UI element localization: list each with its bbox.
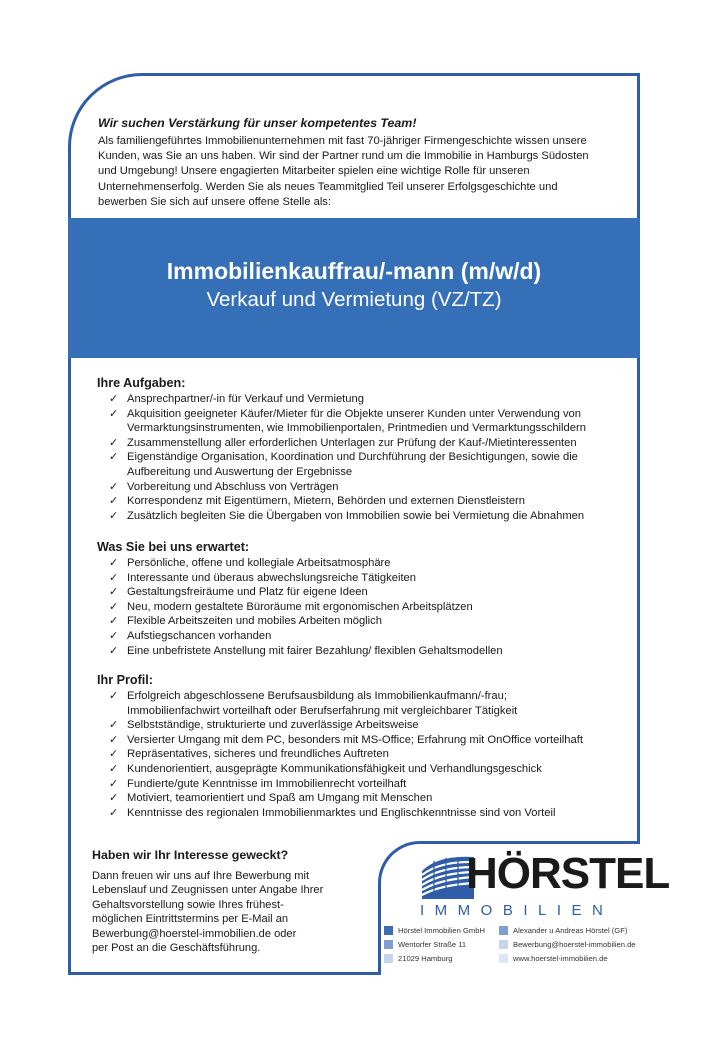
checkmark-icon: ✓ [109, 644, 119, 657]
checkmark-icon: ✓ [109, 600, 119, 613]
list-item [97, 392, 637, 407]
intro-block [98, 116, 638, 210]
checkmark-icon: ✓ [109, 407, 119, 420]
list-item-text: Selbstständige, strukturierte und zuverlässige Arbeitsweise [127, 719, 419, 732]
section-heading: Ihre Aufgaben: [97, 376, 186, 390]
checkmark-icon: ✓ [109, 480, 119, 493]
list-item-text: Versierter Umgang mit dem PC, besonders mit MS-Office; Erfahrung mit OnOffice vorteilhaft [127, 733, 583, 746]
list-item-text: Repräsentatives, sicheres und freundliches Auftreten [127, 748, 389, 761]
intro-line: und Umgebung! Unsere engagierten Mitarbeiter spielen eine wichtige Rolle für unseren [98, 165, 530, 178]
list-item-text: Aufbereitung und Auswertung der Ergebnisse [127, 465, 353, 478]
checkmark-icon: ✓ [109, 733, 119, 746]
city-address: 21029 Hamburg [398, 954, 453, 963]
checkmark-icon: ✓ [109, 615, 119, 628]
contact-line: Gehaltsvorstellung sowie Ihres frühest- [92, 898, 284, 911]
checkmark-icon: ✓ [109, 451, 119, 464]
list-item-text: Immobilienfachwirt vorteilhaft oder Berufserfahrung mit vergleichbarer Tätigkeit [127, 704, 518, 717]
checkmark-icon: ✓ [109, 495, 119, 508]
list-item [97, 644, 637, 659]
list-item-text: Motiviert, teamorientiert und Spaß am Umgang mit Menschen [127, 792, 433, 805]
section-aufgaben [97, 376, 637, 523]
list-item [97, 718, 637, 733]
list-item [97, 407, 637, 436]
list-item-text: Zusammenstellung aller erforderlichen Unterlagen zur Prüfung der Kauf-/Mietinteressenten [127, 436, 577, 449]
intro-line: bewerben Sie sich auf unsere offene Stelle als: [98, 195, 332, 208]
job-title-banner [68, 218, 640, 358]
square-icon [384, 940, 393, 949]
benefit-list [97, 556, 637, 658]
list-item [97, 791, 637, 806]
square-icon [384, 926, 393, 935]
list-item-text: Eigenständige Organisation, Koordination und Durchführung der Besichtigungen, sowie die [127, 451, 578, 464]
list-item [97, 614, 637, 629]
checkmark-icon: ✓ [109, 586, 119, 599]
intro-line: Als familiengeführtes Immobilienunternehmen mit fast 70-jähriger Firmengeschichte wissen unsere [98, 135, 587, 147]
job-title: Immobilienkauffrau/-mann (m/w/d) [166, 258, 542, 284]
profile-list [97, 689, 637, 820]
contact-text [92, 869, 377, 955]
list-item-text: Gestaltungsfreiräume und Platz für eigene Ideen [127, 586, 368, 599]
checkmark-icon: ✓ [109, 748, 119, 761]
list-item [97, 571, 637, 586]
list-item [97, 450, 637, 479]
list-item [97, 436, 637, 451]
section-profil [97, 673, 637, 820]
list-item-text: Vermarktungsinstrumenten, wie Immobilienportalen, Printmedien und Vermarktungsschildern [127, 422, 586, 435]
checkmark-icon: ✓ [109, 436, 119, 449]
list-item-text: Kenntnisse des regionalen Immobilienmarktes und Englischkenntnisse sind von Vorteil [127, 806, 556, 819]
list-item-text: Ansprechpartner/-in für Verkauf und Vermietung [127, 393, 364, 405]
checkmark-icon: ✓ [109, 557, 119, 569]
list-item-text: Eine unbefristete Anstellung mit fairer Bezahlung/ flexiblen Gehaltsmodellen [127, 644, 503, 657]
intro-text [98, 134, 638, 210]
section-erwartet [97, 540, 637, 658]
list-item-text: Vorbereitung und Abschluss von Verträgen [127, 480, 339, 493]
checkmark-icon: ✓ [109, 629, 119, 642]
list-item-text: Aufstiegschancen vorhanden [127, 629, 272, 642]
list-item-text: Fundierte/gute Kenntnisse im Immobilienrecht vorteilhaft [127, 777, 407, 790]
checkmark-icon: ✓ [109, 690, 119, 702]
list-item-text: Interessante und überaus abwechslungsreiche Tätigkeiten [127, 571, 416, 584]
intro-heading: Wir suchen Verstärkung für unser kompetentes Team! [98, 116, 417, 130]
contact-block [92, 848, 377, 955]
checkmark-icon: ✓ [109, 571, 119, 584]
brand-subtitle: IMMOBILIEN [420, 902, 614, 919]
list-item-text: Erfolgreich abgeschlossene Berufsausbildung als Immobilienkaufmann/-frau; [127, 690, 507, 702]
intro-line: Unternehmenserfolg. Werden Sie als neues Teammitglied Teil unserer Erfolgsgeschichte und [98, 180, 558, 193]
managers: Alexander u Andreas Hörstel (GF) [513, 926, 628, 935]
checkmark-icon: ✓ [109, 792, 119, 805]
checkmark-icon: ✓ [109, 719, 119, 732]
checkmark-icon: ✓ [109, 393, 119, 405]
contact-line: möglichen Eintrittstermins per E-Mail an [92, 913, 289, 926]
list-item-text: Persönliche, offene und kollegiale Arbeitsatmosphäre [127, 557, 391, 569]
square-icon [384, 954, 393, 963]
list-item [97, 689, 637, 718]
list-item [97, 600, 637, 615]
list-item [97, 733, 637, 748]
list-item [97, 747, 637, 762]
list-item [97, 777, 637, 792]
task-list [97, 392, 637, 523]
checkmark-icon: ✓ [109, 509, 119, 522]
brand-name: HÖRSTEL [466, 849, 670, 898]
square-icon [499, 926, 508, 935]
intro-line: Kunden, was Sie an uns haben. Wir sind der Partner rund um die Immobilie in Hamburgs Südosten [98, 150, 589, 163]
list-item [97, 762, 637, 777]
contact-line: Dann freuen wir uns auf Ihre Bewerbung mit [92, 870, 310, 882]
list-item-text: Kundenorientiert, ausgeprägte Kommunikationsfähigkeit und Verhandlungsgeschick [127, 762, 542, 775]
list-item [97, 629, 637, 644]
list-item [97, 494, 637, 509]
website[interactable]: www.hoerstel-immobilien.de [513, 954, 608, 963]
list-item-text: Zusätzlich begleiten Sie die Übergaben von Immobilien sowie bei Vermietung die Abnahmen [127, 509, 585, 522]
list-item [97, 585, 637, 600]
section-heading: Was Sie bei uns erwartet: [97, 540, 250, 554]
checkmark-icon: ✓ [109, 806, 119, 819]
list-item-text: Neu, modern gestaltete Büroräume mit ergonomischen Arbeitsplätzen [127, 600, 473, 613]
section-heading: Ihr Profil: [97, 673, 153, 687]
email-address[interactable]: Bewerbung@hoerstel-immobilien.de [513, 940, 636, 949]
list-item [97, 556, 637, 571]
contact-line: Lebenslauf und Zeugnissen unter Angabe Ihrer [92, 884, 324, 897]
checkmark-icon: ✓ [109, 762, 119, 775]
list-item [97, 806, 637, 821]
contact-line: per Post an die Geschäftsführung. [92, 942, 261, 955]
square-icon [499, 940, 508, 949]
list-item [97, 509, 637, 524]
square-icon [499, 954, 508, 963]
checkmark-icon: ✓ [109, 777, 119, 790]
company-name: Hörstel Immobilien GmbH [398, 926, 485, 935]
list-item-text: Flexible Arbeitszeiten und mobiles Arbeiten möglich [127, 615, 382, 628]
list-item-text: Akquisition geeigneter Käufer/Mieter für die Objekte unserer Kunden unter Verwendung von [127, 407, 581, 420]
list-item-text: Korrespondenz mit Eigentümern, Mietern, Behörden und externen Dienstleistern [127, 495, 525, 508]
list-item [97, 480, 637, 495]
street-address: Wentorfer Straße 11 [398, 940, 467, 949]
job-subtitle: Verkauf und Vermietung (VZ/TZ) [206, 288, 502, 311]
contact-heading: Haben wir Ihr Interesse geweckt? [92, 848, 289, 862]
contact-email: Bewerbung@hoerstel-immobilien.de oder [92, 927, 297, 940]
